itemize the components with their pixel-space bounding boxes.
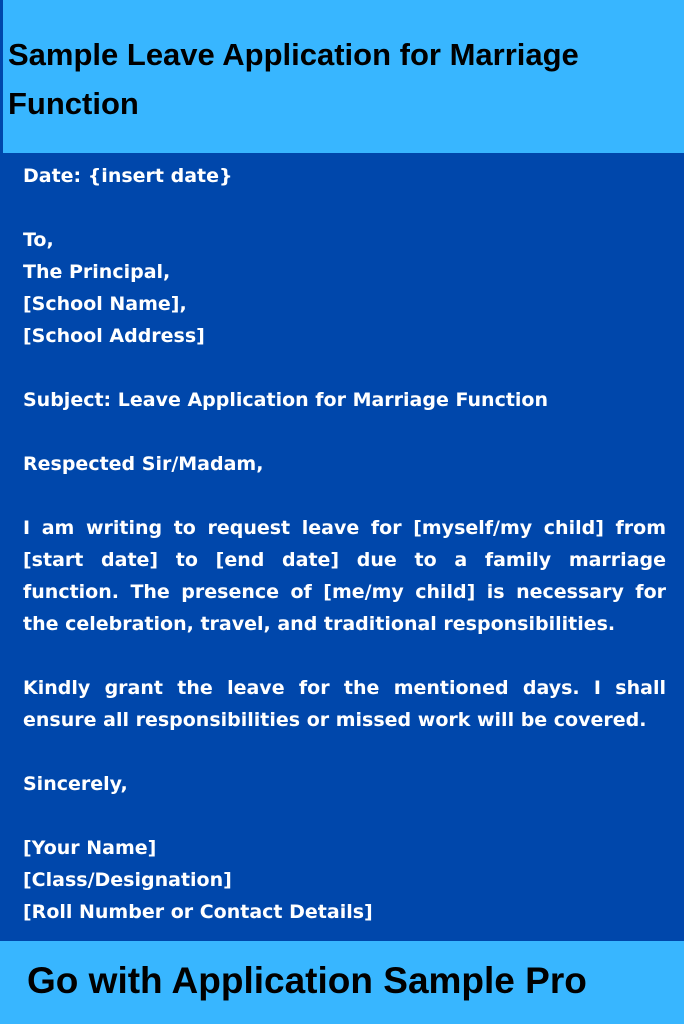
footer-brand-text: Go with Application Sample Pro <box>27 960 587 1001</box>
header-banner <box>0 0 684 153</box>
letter-salutation: Respected Sir/Madam, <box>23 453 264 475</box>
letter-to: To, <box>23 229 54 251</box>
letter-school-name: [School Name], <box>23 293 187 315</box>
letter-date: Date: {insert date} <box>23 165 233 187</box>
letter-class-designation: [Class/Designation] <box>23 869 232 891</box>
letter-subject: Subject: Leave Application for Marriage Function <box>23 389 549 411</box>
letter-closing: Sincerely, <box>23 773 128 795</box>
letter-roll-contact: [Roll Number or Contact Details] <box>23 901 373 923</box>
letter-body-paragraph-1: I am writing to request leave for [myself/my child] from [start date] to [end date] due to a family marriage function. The presence of [me/my child] is necessary for the celebration, travel, and traditional responsibilities. <box>23 517 666 635</box>
letter-body-paragraph-2: Kindly grant the leave for the mentioned days. I shall ensure all responsibilities or missed work will be covered. <box>23 677 666 731</box>
recipient-block <box>23 224 666 352</box>
letter-your-name: [Your Name] <box>23 837 157 859</box>
footer-banner <box>0 941 684 1024</box>
letter-recipient: The Principal, <box>23 261 171 283</box>
letter-body <box>23 160 666 928</box>
letter-school-address: [School Address] <box>23 325 205 347</box>
signature-block <box>23 832 666 928</box>
page-title: Sample Leave Application for Marriage Function <box>8 37 579 121</box>
